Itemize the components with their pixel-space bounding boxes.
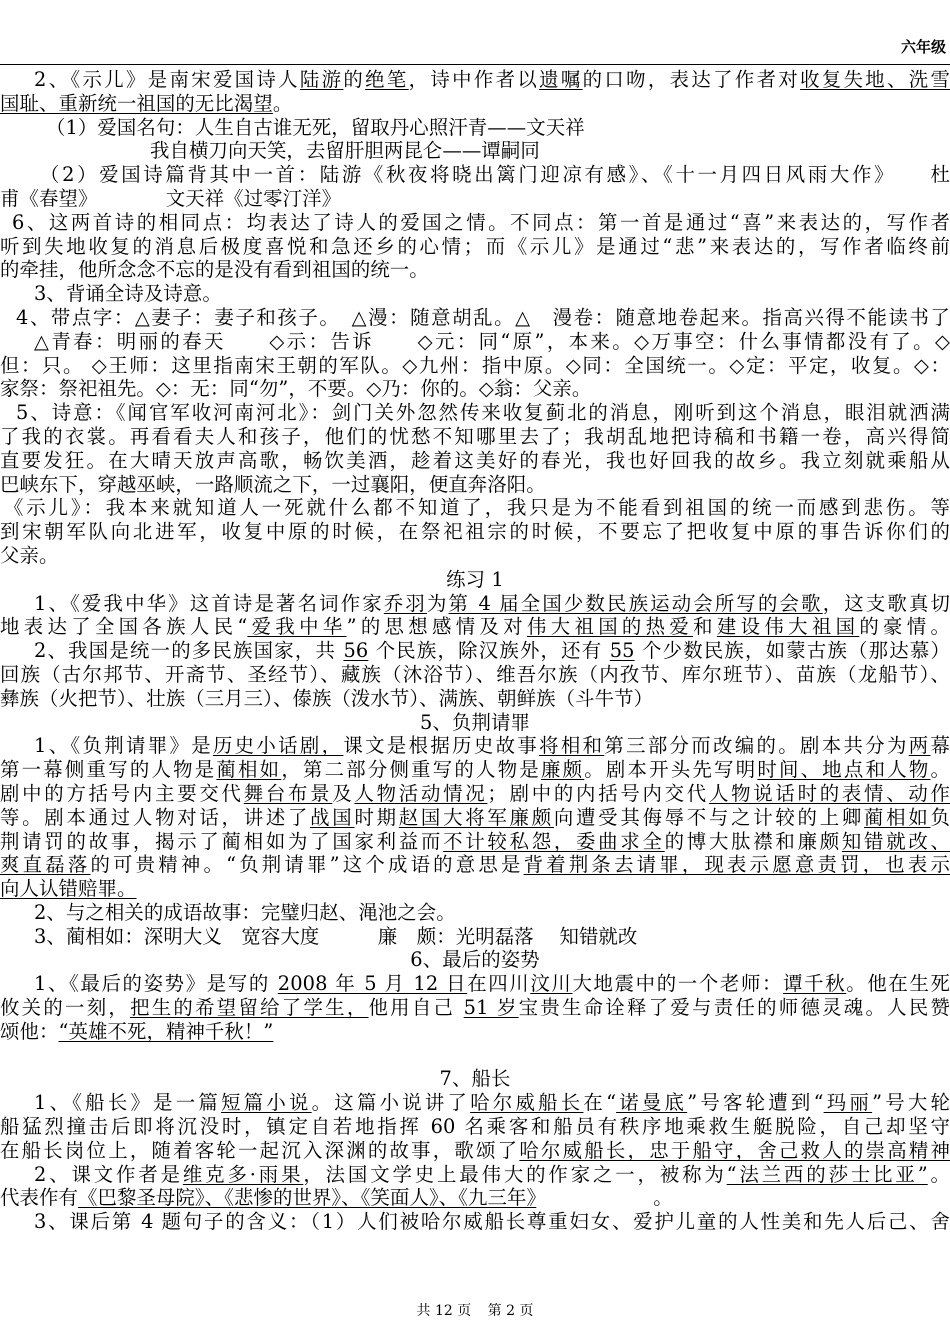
text-line bbox=[0, 925, 950, 949]
underlined-text: 伟大祖国的热爱 bbox=[526, 615, 694, 639]
text-run: 幕 bbox=[930, 734, 950, 758]
text-run: 剧中的方括号内主要交代 bbox=[0, 781, 244, 805]
text-line bbox=[0, 1163, 950, 1187]
underlined-text: 维克多·雨果 bbox=[182, 1162, 304, 1186]
text-line bbox=[0, 972, 950, 996]
text-line bbox=[0, 592, 950, 616]
text-run: 个民族，除汉族外，还有 bbox=[368, 639, 610, 663]
underlined-text: 将相和 bbox=[539, 734, 605, 758]
text-line bbox=[0, 1044, 950, 1068]
underlined-text: “法兰西的莎士比亚” bbox=[726, 1162, 928, 1186]
text-run: ，这支歌真切 bbox=[822, 591, 950, 615]
underlined-text: 第 4 届全国少数民族运动会所写的会歌 bbox=[448, 591, 823, 615]
underlined-text: 谭千秋 bbox=[783, 972, 847, 996]
text-line bbox=[0, 116, 950, 140]
text-run: 。 bbox=[272, 91, 293, 115]
text-run: 第一幕侧重写的人物是 bbox=[0, 758, 217, 782]
text-line bbox=[0, 758, 950, 782]
text-run: 3、蔺相如：深明大义 宽容大度 廉 颇：光明磊落 知错就改 bbox=[34, 924, 638, 948]
text-run: 的豪情。 bbox=[859, 615, 950, 639]
text-line bbox=[0, 330, 950, 354]
header-rule bbox=[0, 64, 950, 65]
text-line bbox=[0, 496, 950, 520]
text-run: 5、负荆请罪 bbox=[420, 710, 530, 734]
text-line bbox=[0, 830, 950, 854]
underlined-text: 56 bbox=[343, 639, 369, 663]
underlined-text: 战国 bbox=[310, 805, 355, 829]
text-line bbox=[0, 401, 950, 425]
underlined-text: “英雄不死，精神千秋！” bbox=[58, 1019, 274, 1043]
text-run: 。 bbox=[930, 758, 950, 782]
text-run: 1、《爱我中华》这首诗是著名词作家 bbox=[34, 591, 384, 615]
text-run: 荆请罚的故事，揭示了蔺相如为了国家利益而 bbox=[0, 829, 444, 853]
underlined-text: 诺曼底 bbox=[616, 1091, 688, 1115]
text-run: 家祭：祭祀祖先。◇：无：同“勿”，不要。◇乃：你的。◇翁：父亲。 bbox=[0, 377, 592, 401]
underlined-text: 爽直磊落 bbox=[0, 853, 91, 877]
text-run: 3、背诵全诗及诗意。 bbox=[34, 282, 222, 306]
text-run: 《示儿》：我本来就知道人一死就什么都不知道了，我只是为不能看到祖国的统一而感到悲伤。等 bbox=[4, 496, 950, 520]
text-run: 。他在生死 bbox=[846, 972, 950, 996]
text-run: 在船长岗位上，随着客轮一起沉入深渊的故事，歌颂了 bbox=[0, 1138, 520, 1162]
text-line bbox=[0, 187, 950, 211]
text-line bbox=[0, 306, 950, 330]
text-line bbox=[0, 1115, 950, 1139]
underlined-text: 蔺相如 bbox=[216, 758, 282, 782]
text-line bbox=[0, 853, 950, 877]
text-run: 2、与之相关的成语故事：完璧归赵、渑池之会。 bbox=[34, 900, 456, 924]
underlined-text: 国耻、重新统一祖国的无比渴望 bbox=[0, 91, 273, 115]
text-run: ”号大轮 bbox=[872, 1091, 950, 1115]
underlined-text: 哈尔威船长，忠于船守，舍己救人的崇高精神 bbox=[519, 1138, 950, 1162]
text-run: 课文是根据历史故事 bbox=[343, 734, 540, 758]
text-line bbox=[0, 1139, 950, 1163]
text-run: 。 bbox=[536, 1186, 673, 1210]
underlined-text: 向人认错赔罪。 bbox=[0, 877, 137, 901]
underlined-text: 蔺相如 bbox=[864, 805, 931, 829]
underlined-text: 时间、地点和人物 bbox=[757, 758, 931, 782]
text-line bbox=[0, 615, 950, 639]
text-line bbox=[0, 449, 950, 473]
text-run: 宝贵生命诠释了爱与责任的师德灵魂。人民赞 bbox=[518, 996, 950, 1020]
underlined-text: 廉颇 bbox=[540, 758, 585, 782]
text-run: 1、《负荆请罪》是 bbox=[34, 734, 213, 758]
text-line bbox=[0, 377, 950, 401]
text-run: 5、诗意：《闻官军收河南河北》：剑门关外忽然传来收复蓟北的消息，刚听到这个消息，眼泪就洒满 bbox=[16, 401, 950, 425]
text-line bbox=[0, 663, 950, 687]
text-run: 。剧本开头先写明 bbox=[584, 758, 758, 782]
underlined-text: 知错就改、 bbox=[841, 829, 950, 853]
document-body bbox=[0, 68, 950, 1234]
underlined-text: 哈尔威船长 bbox=[470, 1091, 584, 1115]
text-line bbox=[0, 806, 950, 830]
text-run: 到宋朝军队向北进军，收复中原的时候，在祭祀祖宗的时候，不要忘了把收复中原的事告诉你们的 bbox=[0, 520, 950, 544]
text-run: 的可贵精神。“负荆请罪”这个成语的意思是 bbox=[90, 853, 524, 877]
text-line bbox=[0, 901, 950, 925]
underlined-text: 把生的希望留给了学生， bbox=[130, 996, 369, 1020]
text-run: 在“ bbox=[583, 1091, 617, 1115]
text-run: 。这篇小说讲了 bbox=[311, 1091, 471, 1115]
underlined-text: 2008 年 5 月 12 日 bbox=[277, 972, 468, 996]
text-run: 为 bbox=[426, 591, 449, 615]
text-run: 的口吻，表达了作者对 bbox=[582, 68, 801, 91]
section-heading bbox=[0, 948, 950, 972]
text-line bbox=[0, 877, 950, 901]
text-line bbox=[0, 92, 950, 116]
text-line bbox=[0, 282, 950, 306]
text-run: 甫《春望》 文天祥《过零汀洋》 bbox=[0, 186, 342, 210]
underlined-text: 人物活动情况 bbox=[354, 781, 488, 805]
text-run: 的牵挂，他所念念不忘的是没有看到祖国的统一。 bbox=[0, 258, 429, 282]
text-line bbox=[0, 425, 950, 449]
text-run: 我自横刀向天笑，去留肝胆两昆仑——谭嗣同 bbox=[150, 139, 540, 163]
underlined-text: 爱我中华 bbox=[247, 615, 347, 639]
text-run: 1、《船长》是一篇 bbox=[34, 1091, 222, 1115]
text-run: 颂他： bbox=[0, 1019, 59, 1043]
page-footer bbox=[0, 1300, 950, 1320]
text-run: ”号客轮遭到“ bbox=[687, 1091, 824, 1115]
text-run: 地表达了全国各族人民“ bbox=[0, 615, 248, 639]
text-line bbox=[0, 258, 950, 282]
text-line bbox=[0, 139, 950, 163]
underlined-text: 人物说话时的表情、动作 bbox=[708, 781, 950, 805]
text-run: 了我的衣裳。再看看夫人和孩子，他们的忧愁不知哪里去了；我胡乱地把诗稿和书籍一卷，高兴得简 bbox=[0, 424, 950, 448]
text-line bbox=[0, 544, 950, 568]
text-run: 练习 1 bbox=[446, 567, 504, 591]
text-run: 船猛烈撞击后即将沉没时，镇定自若地指挥 60 名乘客和船员有秩序地乘救生艇脱险，自己却坚守 bbox=[0, 1115, 950, 1139]
text-line bbox=[0, 734, 950, 758]
text-run: 3、课后第 4 题句子的含义：（1）人们被哈尔威船长尊重妇女、爱护儿童的人性美和先人后己、舍 bbox=[34, 1210, 950, 1234]
text-run: 攸关的一刻， bbox=[0, 996, 131, 1020]
text-line bbox=[0, 996, 950, 1020]
text-run: 彝族（火把节）、壮族（三月三）、傣族（泼水节）、满族、朝鲜族（斗牛节） bbox=[0, 686, 654, 710]
text-line bbox=[0, 473, 950, 497]
underlined-text: 51 岁 bbox=[463, 996, 519, 1020]
text-line bbox=[0, 235, 950, 259]
text-run: 但：只。 ◇王师：这里指南宋王朝的军队。◇九州：指中原。◇同：全国统一。◇定：平定，收复。◇： bbox=[0, 353, 950, 377]
text-run: 在四川 bbox=[467, 972, 531, 996]
underlined-text: 陆游 bbox=[299, 68, 344, 91]
text-line bbox=[0, 211, 950, 235]
text-run: 时期 bbox=[354, 805, 399, 829]
text-line bbox=[0, 354, 950, 378]
underlined-text: 赵国大将军廉颇 bbox=[398, 805, 554, 829]
text-run: 个少数民族，如蒙古族（那达慕） bbox=[634, 639, 950, 663]
text-line bbox=[0, 1091, 950, 1115]
section-heading bbox=[0, 1067, 950, 1091]
text-run: 1、《最后的姿势》是写的 bbox=[34, 972, 278, 996]
underlined-text: 汶川 bbox=[530, 972, 573, 996]
text-run: 等。剧本通过人物对话，讲述了 bbox=[0, 805, 311, 829]
text-run: ，诗中作者以 bbox=[408, 68, 540, 91]
underlined-text: 玛丽 bbox=[823, 1091, 873, 1115]
underlined-text: 遗嘱 bbox=[539, 68, 583, 91]
underlined-text: 短篇小说 bbox=[221, 1091, 312, 1115]
underlined-text: 背着荆条去请罪，现表示愿意责罚，也表示 bbox=[523, 853, 950, 877]
text-line bbox=[0, 163, 950, 187]
text-line bbox=[0, 68, 950, 92]
underlined-text: 不计较私怨，委曲求全 bbox=[443, 829, 665, 853]
text-run: 父亲。 bbox=[0, 543, 59, 567]
text-run: 回族（古尔邦节、开斋节、圣经节）、藏族（沐浴节）、维吾尔族（内孜节、库尔班节）、苗族（龙船节）、 bbox=[0, 662, 950, 686]
text-run: 6、这两首诗的相同点：均表达了诗人的爱国之情。不同点：第一首是通过“喜”来表达的，写作者 bbox=[12, 210, 950, 234]
underlined-text: 历史小话剧， bbox=[212, 734, 344, 758]
text-line bbox=[0, 639, 950, 663]
text-run: △青春：明丽的春天 ◇示：告诉 ◇元：同“原”，本来。◇万事空：什么事情都没有了。◇ bbox=[34, 329, 950, 353]
underlined-text: 《巴黎圣母院》、《悲惨的世界》、《笑面人》、《九三年》 bbox=[77, 1186, 537, 1210]
text-line bbox=[0, 782, 950, 806]
text-run: 的 bbox=[343, 68, 366, 91]
text-run: ，第二部分侧重写的人物是 bbox=[281, 758, 541, 782]
text-line bbox=[0, 520, 950, 544]
text-line bbox=[0, 1186, 950, 1210]
text-run: 2、我国是统一的多民族国家，共 bbox=[34, 639, 344, 663]
text-run: 2、《示儿》是南宋爱国诗人 bbox=[34, 68, 300, 91]
underlined-text: 55 bbox=[609, 639, 635, 663]
page-current: 第 2 页 bbox=[487, 1303, 534, 1319]
underlined-text: 舞台布景 bbox=[243, 781, 333, 805]
section-heading bbox=[0, 711, 950, 735]
text-line bbox=[0, 1020, 950, 1044]
text-run: 他用自己 bbox=[368, 996, 464, 1020]
text-line bbox=[0, 687, 950, 711]
text-run: （2）爱国诗篇背其中一首：陆游《秋夜将晓出篱门迎凉有感》、《十一月四日风雨大作》 杜 bbox=[40, 163, 950, 187]
text-run: 6、最后的姿势 bbox=[410, 948, 540, 972]
underlined-text: 两 bbox=[908, 734, 931, 758]
underlined-text: 乔羽 bbox=[383, 591, 427, 615]
text-run: 的博大肽襟和廉颇 bbox=[664, 829, 842, 853]
text-run: 向遭受其侮辱不与之计较的上卿 bbox=[553, 805, 865, 829]
page-total: 共 12 页 bbox=[416, 1303, 472, 1319]
underlined-text: 建设伟大祖国 bbox=[716, 615, 860, 639]
text-run: 负 bbox=[930, 805, 950, 829]
text-run: 2、课文作者是 bbox=[34, 1162, 183, 1186]
text-run: 7、船长 bbox=[439, 1067, 511, 1091]
text-run: 及 bbox=[332, 781, 355, 805]
text-run: 。 bbox=[927, 1162, 950, 1186]
text-run: 巴峡东下，穿越巫峡，一路顺流之下，一过襄阳，便直奔洛阳。 bbox=[0, 472, 546, 496]
text-run: 4、带点字：△妻子：妻子和孩子。 △漫：随意胡乱。△ 漫卷：随意地卷起来。指高兴得不能读书了 bbox=[16, 305, 950, 329]
underlined-text: 收复失地、洗雪 bbox=[800, 68, 950, 91]
text-run: ；剧中的内括号内交代 bbox=[487, 781, 709, 805]
text-run: （1）爱国名句：人生自古谁无死，留取丹心照汗青——文天祥 bbox=[46, 115, 585, 139]
text-run: 第三部分而改编的。剧本共分为 bbox=[604, 734, 909, 758]
section-heading bbox=[0, 568, 950, 592]
text-run: 和 bbox=[693, 615, 717, 639]
page-header-grade: 六年级 bbox=[900, 38, 946, 56]
text-run: 直要发狂。在大晴天放声高歌，畅饮美酒，趁着这美好的春光，我也好回我的故乡。我立刻就乘船从 bbox=[0, 448, 950, 472]
text-run: 代表作有 bbox=[0, 1186, 78, 1210]
underlined-text: 绝笔 bbox=[365, 68, 409, 91]
text-run: ，法国文学史上最伟大的作家之一，被称为 bbox=[303, 1162, 727, 1186]
text-line bbox=[0, 1210, 950, 1234]
text-run: 大地震中的一个老师： bbox=[572, 972, 784, 996]
text-run: ”的思想感情及对 bbox=[346, 615, 527, 639]
text-run: 听到失地收复的消息后极度喜悦和急还乡的心情；而《示儿》是通过“悲”来表达的，写作者临终前 bbox=[0, 234, 950, 258]
